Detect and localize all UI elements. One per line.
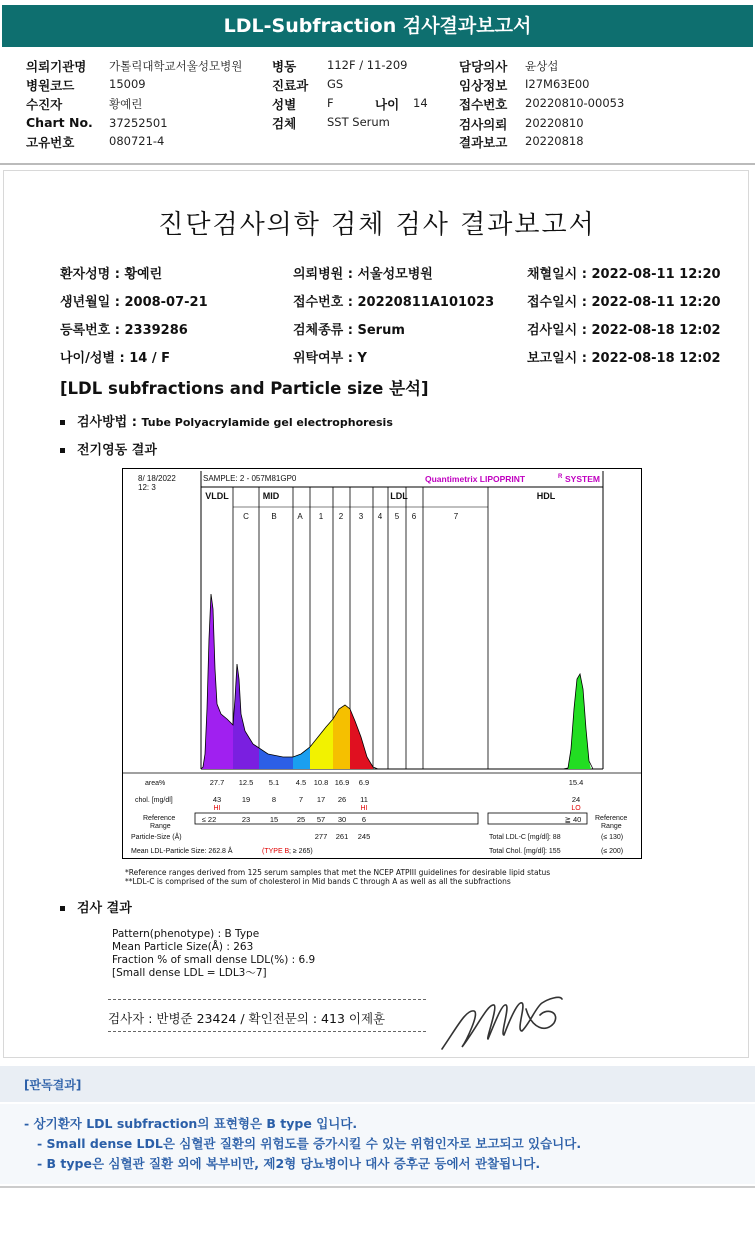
chart-band-label: 3 — [358, 512, 364, 521]
electro-label: 전기영동 결과 — [77, 443, 157, 458]
field-value: GS — [327, 77, 344, 91]
electro-item — [60, 439, 157, 458]
flag-high: HI — [213, 805, 221, 812]
chart-time: 12: 3 — [138, 483, 156, 492]
divider — [108, 999, 426, 1000]
flag-high: HI — [360, 805, 368, 812]
ref-box — [195, 813, 478, 824]
ref-label-right: Reference — [595, 815, 628, 822]
ldl1-area — [310, 719, 333, 769]
chart-brand-suffix: SYSTEM — [565, 474, 600, 484]
chol-value: 43 — [212, 795, 222, 804]
method-item — [60, 411, 393, 430]
chart-band-label: 2 — [338, 512, 344, 521]
method-value: Tube Polyacrylamide gel electrophoresis — [141, 416, 393, 429]
field-label: 임상정보 — [459, 78, 508, 93]
hdl-ref-value: ≧ 40 — [564, 815, 582, 824]
area-value: 6.9 — [358, 778, 370, 787]
field-value: F — [327, 96, 334, 110]
signature-image — [436, 989, 566, 1055]
age-label: 나이 — [375, 97, 400, 112]
chol-value: 24 — [571, 795, 581, 804]
chart-brand-mark: R — [558, 474, 563, 480]
age-value: 14 — [413, 96, 428, 110]
chol-value: 8 — [271, 795, 277, 804]
chart-group-label: VLDL — [205, 491, 229, 501]
hdl-peak — [568, 674, 591, 769]
chol-value: 26 — [337, 795, 347, 804]
ref-label-right: Range — [601, 823, 622, 830]
area-value: 12.5 — [238, 778, 254, 787]
mean-size: Mean LDL-Particle Size: 262.8 Å — [131, 848, 233, 855]
chol-label: chol. [mg/dl] — [135, 797, 173, 804]
interpretation-line: - 상기환자 LDL subfraction의 표현형은 B type 입니다. — [24, 1116, 358, 1131]
particle-value: 261 — [335, 832, 349, 841]
patient-info: 접수번호 : 20220811A101023 — [293, 295, 495, 310]
chart-group-label: HDL — [536, 491, 556, 501]
chart-band-label: A — [297, 512, 303, 521]
field-label: 의뢰기관명 — [26, 59, 87, 74]
chart-group-label: LDL — [390, 491, 408, 501]
field-value: 112F / 11-209 — [327, 58, 408, 72]
patient-info: 위탁여부 : Y — [293, 351, 367, 366]
area-value: 16.9 — [334, 778, 350, 787]
result-item — [60, 897, 132, 916]
field-value: I27M63E00 — [525, 77, 590, 91]
patient-info: 의뢰병원 : 서울성모병원 — [293, 267, 433, 282]
ref-value: ≤ 22 — [201, 815, 217, 824]
ref-value: 6 — [361, 815, 367, 824]
area-value: 15.4 — [568, 778, 584, 787]
chart-band-label: 1 — [318, 512, 324, 521]
field-value: 가톨릭대학교서울성모병원 — [109, 59, 243, 73]
patient-info: 나이/성별 : 14 / F — [60, 351, 171, 366]
particle-value: 277 — [314, 832, 328, 841]
interpretation-line: - Small dense LDL은 심혈관 질환의 위험도를 증가시킬 수 있는 위험인자로 보고되고 있습니다. — [37, 1136, 582, 1151]
divider — [108, 1031, 426, 1032]
chart-date: 8/ 18/2022 — [138, 474, 176, 483]
ref-value: 30 — [337, 815, 347, 824]
ref-label: Reference — [143, 815, 176, 822]
chart-band-label: 4 — [377, 512, 383, 521]
footnote: **LDL-C is comprised of the sum of cholesterol in Mid bands C through A as well as all the subfractions — [125, 877, 511, 886]
signer-line: 검사자 : 반병준 23424 / 확인전문의 : 413 이제훈 — [108, 1011, 386, 1026]
chol-value: 11 — [360, 795, 368, 804]
interpretation-header — [0, 1066, 755, 1102]
bullet-icon — [60, 448, 65, 453]
chart-band-label: 6 — [411, 512, 417, 521]
area-label: area% — [145, 780, 166, 787]
patient-info: 환자성명 : 황예린 — [60, 267, 163, 282]
field-label: 접수번호 — [459, 97, 508, 112]
ref-label: Range — [150, 823, 171, 830]
area-value: 10.8 — [313, 778, 329, 787]
result-line: Pattern(phenotype) : B Type — [112, 928, 260, 940]
patient-info: 검사일시 : 2022-08-18 12:02 — [527, 323, 721, 338]
report-header-title: LDL-Subfraction 검사결과보고서 — [2, 5, 753, 47]
patient-info: 검체종류 : Serum — [293, 323, 405, 338]
chol-value: 7 — [298, 795, 304, 804]
chart-brand: Quantimetrix LIPOPRINT — [425, 474, 526, 484]
bullet-icon — [60, 906, 65, 911]
chart-group-label: MID — [262, 491, 280, 501]
flag-low: LO — [571, 805, 581, 812]
area-value: 4.5 — [295, 778, 307, 787]
field-label: 병동 — [272, 59, 297, 74]
total-ldl: Total LDL-C [mg/dl]: 88 — [489, 834, 561, 841]
chart-band-label: B — [271, 512, 277, 521]
patient-info: 생년월일 : 2008-07-21 — [60, 295, 208, 310]
chart-sample: SAMPLE: 2 - 057M81GP0 — [203, 474, 297, 483]
lab-report — [3, 170, 749, 1058]
field-value: 15009 — [109, 77, 146, 91]
ref-value: 23 — [241, 815, 251, 824]
patient-info: 채혈일시 : 2022-08-11 12:20 — [527, 267, 721, 282]
field-label: 병원코드 — [26, 78, 75, 93]
chart-band-label: 5 — [394, 512, 400, 521]
ref-value: 57 — [316, 815, 326, 824]
divider — [0, 163, 755, 165]
method-label: 검사방법 : — [77, 415, 137, 430]
ref-value: 15 — [269, 815, 279, 824]
result-line: Mean Particle Size(Å) : 263 — [112, 941, 254, 953]
mean-type: (TYPE B — [262, 848, 290, 855]
field-label: 담당의사 — [459, 59, 508, 74]
bullet-icon — [60, 420, 65, 425]
chol-value: 19 — [241, 795, 251, 804]
total-chol: Total Chol. [mg/dl]: 155 — [489, 848, 561, 855]
field-label: Chart No. — [26, 115, 93, 130]
section-title: [LDL subfractions and Particle size 분석] — [60, 379, 429, 398]
field-label: 결과보고 — [459, 135, 508, 150]
mid-a-area — [293, 747, 310, 769]
result-summary — [112, 928, 315, 980]
chart-band-label: C — [243, 512, 249, 521]
electrophoresis-chart — [122, 468, 642, 859]
field-value: 20220810 — [525, 116, 584, 130]
field-label: 검체 — [272, 116, 297, 131]
field-value: 080721-4 — [109, 134, 165, 148]
field-label: 검사의뢰 — [459, 117, 508, 132]
area-value: 27.7 — [209, 778, 225, 787]
mid-c-area — [233, 664, 259, 769]
field-value: 20220818 — [525, 134, 584, 148]
particle-label: Particle-Size (Å) — [131, 834, 182, 841]
interpretation-line: - B type은 심혈관 질환 외에 복부비만, 제2형 당뇨병이나 대사 증후군 등에서 관찰됩니다. — [37, 1156, 541, 1171]
patient-info: 보고일시 : 2022-08-18 12:02 — [527, 351, 721, 366]
patient-info: 등록번호 : 2339286 — [60, 323, 188, 338]
footnote: *Reference ranges derived from 125 serum samples that met the NCEP ATPIII guidelines for desirable lipid status — [125, 868, 551, 877]
interpretation-title: [판독결과] — [24, 1078, 82, 1092]
result-line: [Small dense LDL = LDL3～7] — [112, 967, 267, 979]
result-label: 검사 결과 — [77, 901, 132, 916]
total-ldl-ref: (≤ 130) — [601, 834, 624, 841]
chol-value: 17 — [316, 795, 326, 804]
report-title: 진단검사의학 검체 검사 결과보고서 — [158, 210, 596, 240]
field-label: 진료과 — [272, 78, 309, 93]
ref-value: 25 — [296, 815, 306, 824]
particle-value: 245 — [357, 832, 371, 841]
field-value: 황예린 — [109, 97, 143, 111]
field-label: 고유번호 — [26, 135, 75, 150]
order-info-header — [0, 52, 755, 160]
result-line: Fraction % of small dense LDL(%) : 6.9 — [112, 954, 316, 966]
field-label: 수진자 — [26, 97, 63, 112]
field-value: 37252501 — [109, 116, 168, 130]
divider — [0, 1186, 755, 1188]
area-value: 5.1 — [268, 778, 280, 787]
field-value: SST Serum — [327, 115, 390, 129]
field-value: 윤상섭 — [525, 59, 559, 73]
interpretation-body — [0, 1104, 755, 1184]
field-label: 성별 — [272, 97, 297, 112]
mean-ref: ; ≥ 265) — [289, 848, 313, 855]
field-value: 20220810-00053 — [525, 96, 625, 110]
total-chol-ref: (≤ 200) — [601, 848, 624, 855]
electrophoresis-svg — [123, 469, 641, 858]
chart-band-label: 7 — [453, 512, 459, 521]
patient-info: 접수일시 : 2022-08-11 12:20 — [527, 295, 721, 310]
